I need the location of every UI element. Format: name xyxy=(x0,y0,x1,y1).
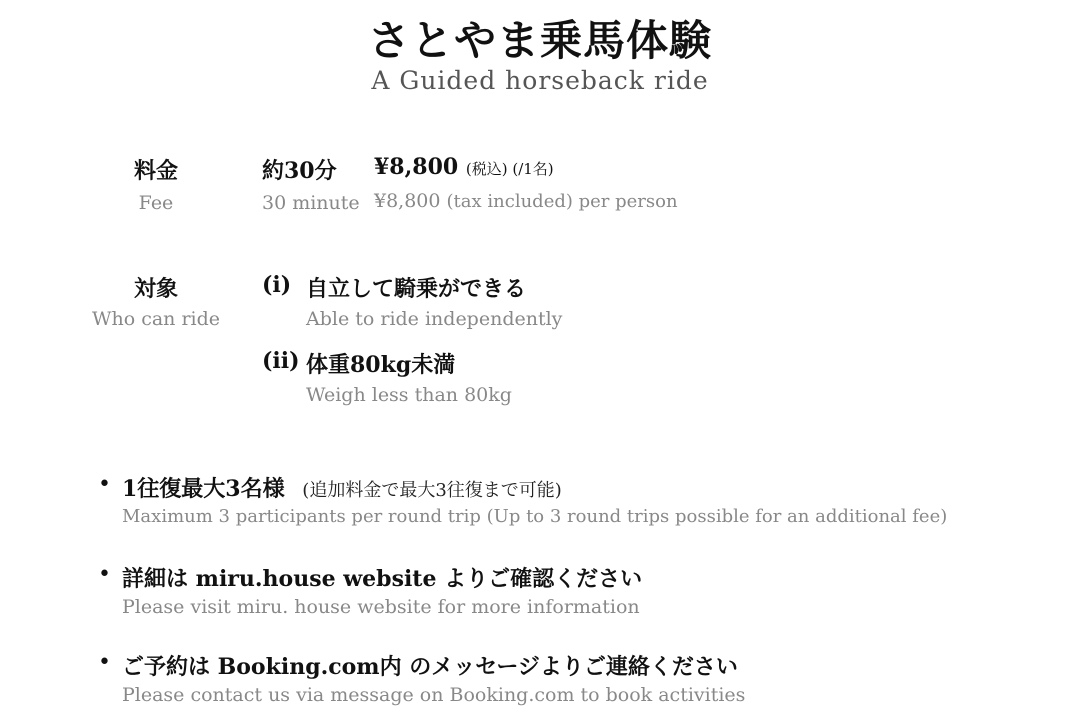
note-jp: 詳細は miru.house website よりご確認ください xyxy=(122,566,643,592)
page-title: さとやま乗馬体験 xyxy=(367,16,712,65)
eligibility-item-jp: 体重80kg未満 xyxy=(306,352,456,378)
page-subtitle: A Guided horseback ride xyxy=(371,66,709,95)
fee-price-note-en: (tax included) per person xyxy=(446,191,678,212)
eligibility-item-jp: 自立して騎乗ができる xyxy=(306,276,527,302)
eligibility-item-en: Weigh less than 80kg xyxy=(306,384,512,406)
bullet-marker: • xyxy=(98,650,111,675)
fee-price-note-jp: (税込) (/1名) xyxy=(465,160,554,178)
bullet-marker: • xyxy=(98,562,111,587)
note-en: Please contact us via message on Booking.com to book activities xyxy=(122,684,746,706)
note-en: Maximum 3 participants per round trip (Up to 3 round trips possible for an additional fee) xyxy=(122,506,948,527)
eligibility-label-en: Who can ride xyxy=(91,308,221,330)
eligibility-item-num: (i) xyxy=(262,272,292,298)
bullet-marker: • xyxy=(98,472,111,497)
fee-duration-en: 30 minute xyxy=(262,192,360,214)
eligibility-item-en: Able to ride independently xyxy=(306,308,563,330)
note-jp-extra: (追加料金で最大3往復まで可能) xyxy=(302,480,562,501)
note-jp: ご予約は Booking.com内 のメッセージよりご連絡ください xyxy=(122,654,738,680)
eligibility-item-num: (ii) xyxy=(262,348,300,374)
fee-price-en: ¥8,800 xyxy=(374,190,441,212)
fee-label-en: Fee xyxy=(138,192,174,214)
fee-label-jp: 料金 xyxy=(133,158,178,184)
note-en: Please visit miru. house website for more information xyxy=(122,596,640,618)
note-jp: 1往復最大3名様 xyxy=(122,476,285,502)
fee-price-jp: ¥8,800 xyxy=(374,154,459,180)
eligibility-label-jp: 対象 xyxy=(133,276,178,302)
fee-duration-jp: 約30分 xyxy=(262,158,337,184)
